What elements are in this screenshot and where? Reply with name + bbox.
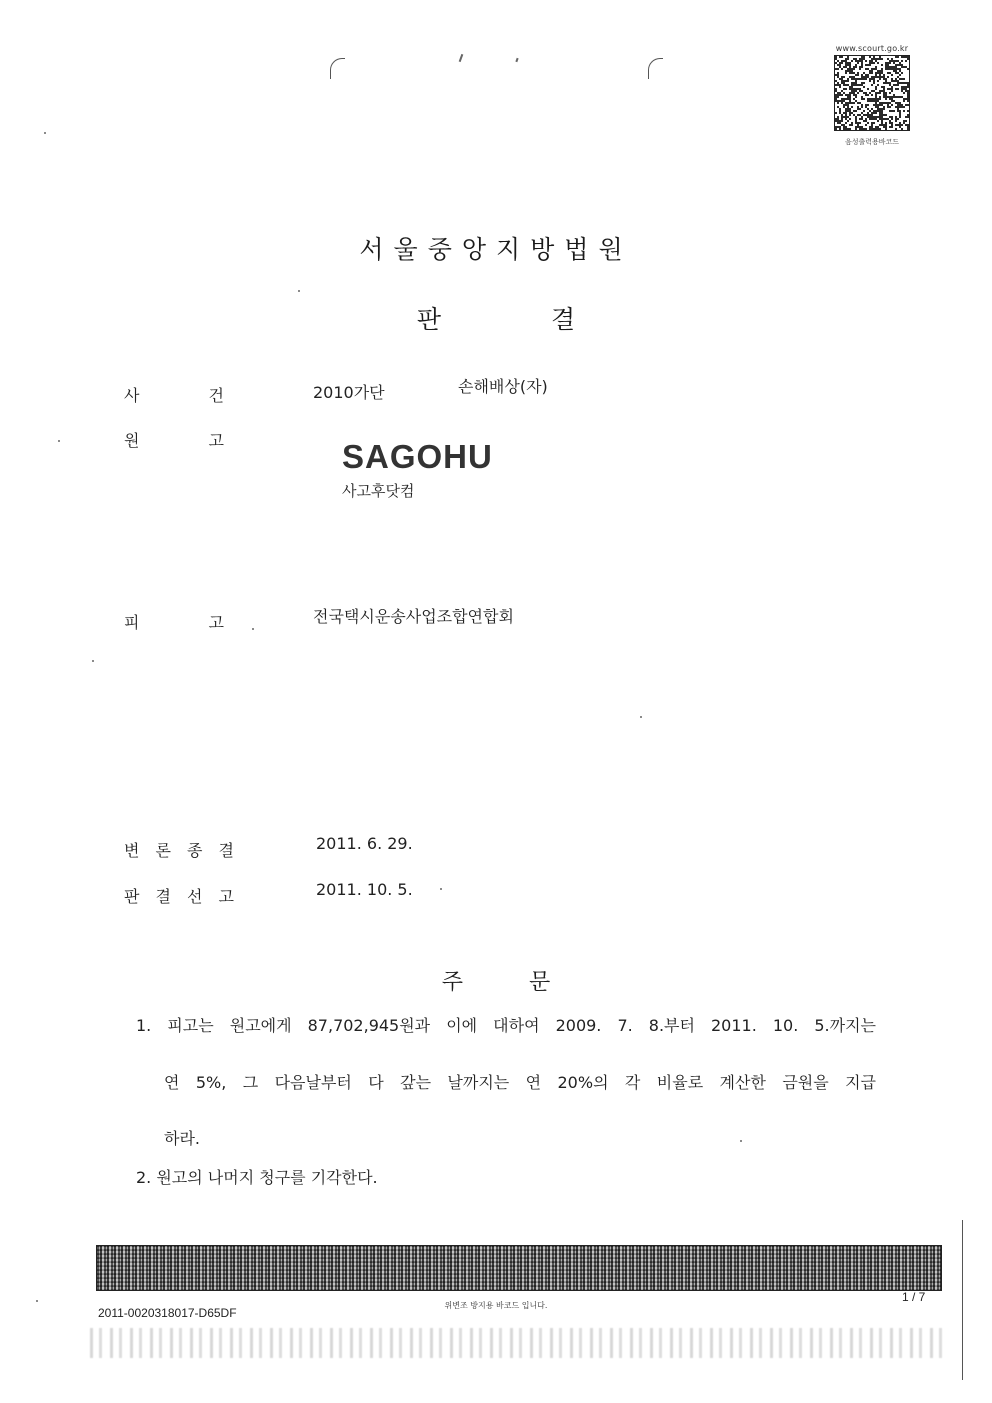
scan-speck <box>92 660 94 662</box>
closing-label <box>124 838 234 861</box>
plaintiff-label-char: 원 <box>124 431 140 450</box>
barcode-note: 위변조 방지용 바코드 입니다. <box>444 1301 548 1310</box>
ruling-label-char: 선 <box>187 887 203 906</box>
document-title <box>0 300 992 336</box>
document-code: 2011-0020318017-D65DF <box>98 1306 237 1320</box>
order-item-1-line-3: 하라. <box>164 1129 200 1148</box>
anti-forgery-barcode <box>96 1245 942 1291</box>
closing-label-char: 변 <box>124 841 140 860</box>
order-item-2-text: 2. 원고의 나머지 청구를 기각한다. <box>136 1168 378 1187</box>
registration-mark <box>648 58 663 79</box>
order-title <box>0 965 992 996</box>
ruling-label-char: 판 <box>124 887 140 906</box>
closing-date: 2011. 6. 29. <box>316 834 413 853</box>
case-label <box>124 383 224 406</box>
ruling-label <box>124 884 234 907</box>
scan-edge-line <box>962 1220 963 1380</box>
plaintiff-label-char: 고 <box>208 431 224 450</box>
closing-label-char: 결 <box>218 841 234 860</box>
scan-speck <box>440 888 442 890</box>
scan-speck <box>36 1300 38 1302</box>
document-title-right: 결 <box>551 305 576 334</box>
defendant-label-char: 고 <box>208 613 224 632</box>
order-title-right: 문 <box>529 970 551 995</box>
registration-mark <box>330 58 345 79</box>
registration-tick <box>459 54 464 62</box>
court-name: 서울중앙지방법원 <box>359 235 633 264</box>
ruling-label-char: 고 <box>218 887 234 906</box>
plaintiff-logo: SAGOHU <box>342 438 493 475</box>
plaintiff-label <box>124 428 224 451</box>
scan-speck <box>740 1140 742 1142</box>
qr-code-icon <box>834 55 910 131</box>
closing-label-char: 론 <box>155 841 171 860</box>
scan-speck <box>58 440 60 442</box>
order-title-left: 주 <box>441 970 463 995</box>
document-title-left: 판 <box>416 305 441 334</box>
plaintiff-logo-subtext: 사고후닷컴 <box>342 482 415 500</box>
case-name: 손해배상(자) <box>458 377 548 396</box>
qr-url: www.scourt.go.kr <box>835 44 909 53</box>
defendant-label <box>124 610 224 633</box>
qr-code-block <box>832 44 912 147</box>
scan-noise-strip <box>90 1328 942 1358</box>
ruling-label-char: 결 <box>155 887 171 906</box>
scan-speck <box>640 716 642 718</box>
case-label-char: 사 <box>124 386 140 405</box>
case-number: 2010가단 <box>313 383 385 402</box>
registration-tick <box>515 58 518 62</box>
case-label-char: 건 <box>208 386 224 405</box>
scan-speck <box>252 628 254 630</box>
scan-speck <box>44 132 46 134</box>
order-item-1-line-1: 1. 피고는 원고에게 87,702,945원과 이에 대하여 2009. 7. 8.부터 2011. 10. 5.까지는 <box>136 1016 876 1035</box>
page-number: 1 / 7 <box>902 1290 926 1304</box>
defendant-label-char: 피 <box>124 613 140 632</box>
defendant-name: 전국택시운송사업조합연합회 <box>313 607 514 626</box>
order-item-1-line-2: 연 5%, 그 다음날부터 다 갚는 날까지는 연 20%의 각 비율로 계산한 금원을 지급 <box>164 1073 876 1092</box>
closing-label-char: 종 <box>187 841 203 860</box>
qr-caption: 음성출력용바코드 <box>844 138 900 146</box>
scan-speck <box>298 290 300 292</box>
ruling-date: 2011. 10. 5. <box>316 880 413 899</box>
